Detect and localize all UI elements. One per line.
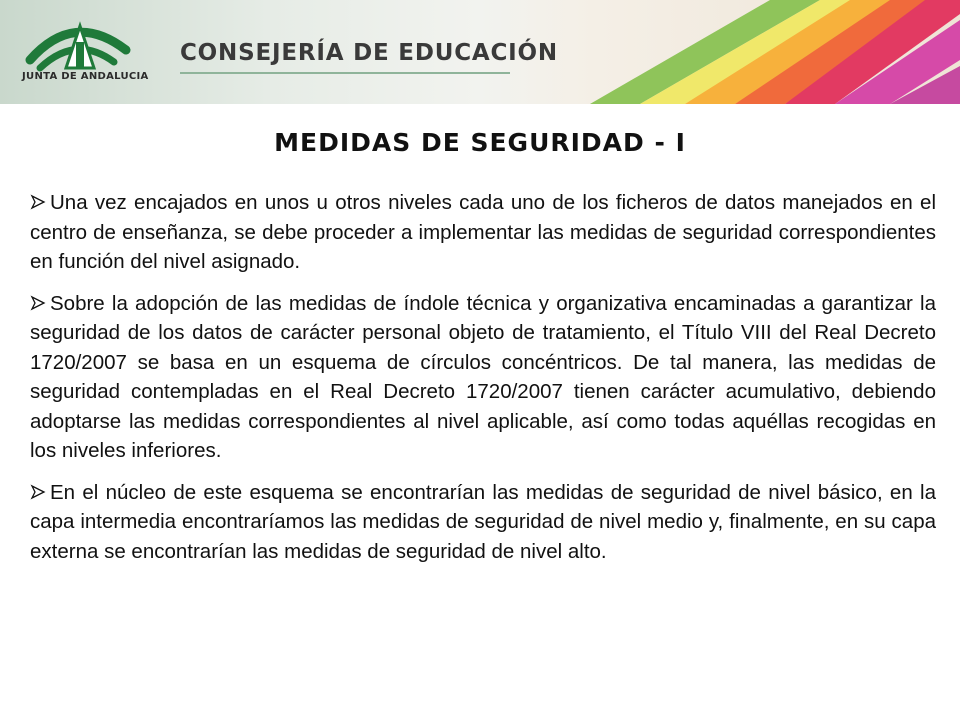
arrow-bullet-icon [30,194,46,210]
organization-name: CONSEJERÍA DE EDUCACIÓN [180,40,558,66]
paragraph-1 [30,188,936,277]
arrow-bullet-icon [30,484,46,500]
header-banner [0,0,960,104]
paragraph-text: En el núcleo de este esquema se encontrarían las medidas de seguridad de nivel básico, en la capa intermedia encontraríamos las medidas de seguridad de nivel medio y, finalmente, en su capa externa se encontrarían las medidas de seguridad de nivel alto. [30,480,936,563]
crayons-image [520,0,960,104]
paragraph-3 [30,478,936,567]
arrow-bullet-icon [30,295,46,311]
paragraph-text: Una vez encajados en unos u otros niveles cada uno de los ficheros de datos manejados en el centro de enseñanza, se debe proceder a implementar las medidas de seguridad correspondientes en función del nivel asignado. [30,191,936,273]
slide-content [30,188,936,578]
paragraph-2 [30,289,936,466]
logo-text: JUNTA DE ANDALUCIA [22,71,149,82]
paragraph-text: Sobre la adopción de las medidas de índole técnica y organizativa encaminadas a garantizar la seguridad de los datos de carácter personal objeto de tratamiento, el Título VIII del Real Decreto 1720/2007 se basa en un esquema de círculos concéntricos. De tal manera, las medidas de seguridad contempladas en el Real Decreto 1720/2007 tienen carácter acumulativo, debiendo adoptarse las medidas correspondientes al nivel aplicable, así como todas aquéllas recogidas en los niveles inferiores. [30,291,936,462]
header-divider [180,72,510,74]
slide-title: MEDIDAS DE SEGURIDAD - I [274,128,686,157]
